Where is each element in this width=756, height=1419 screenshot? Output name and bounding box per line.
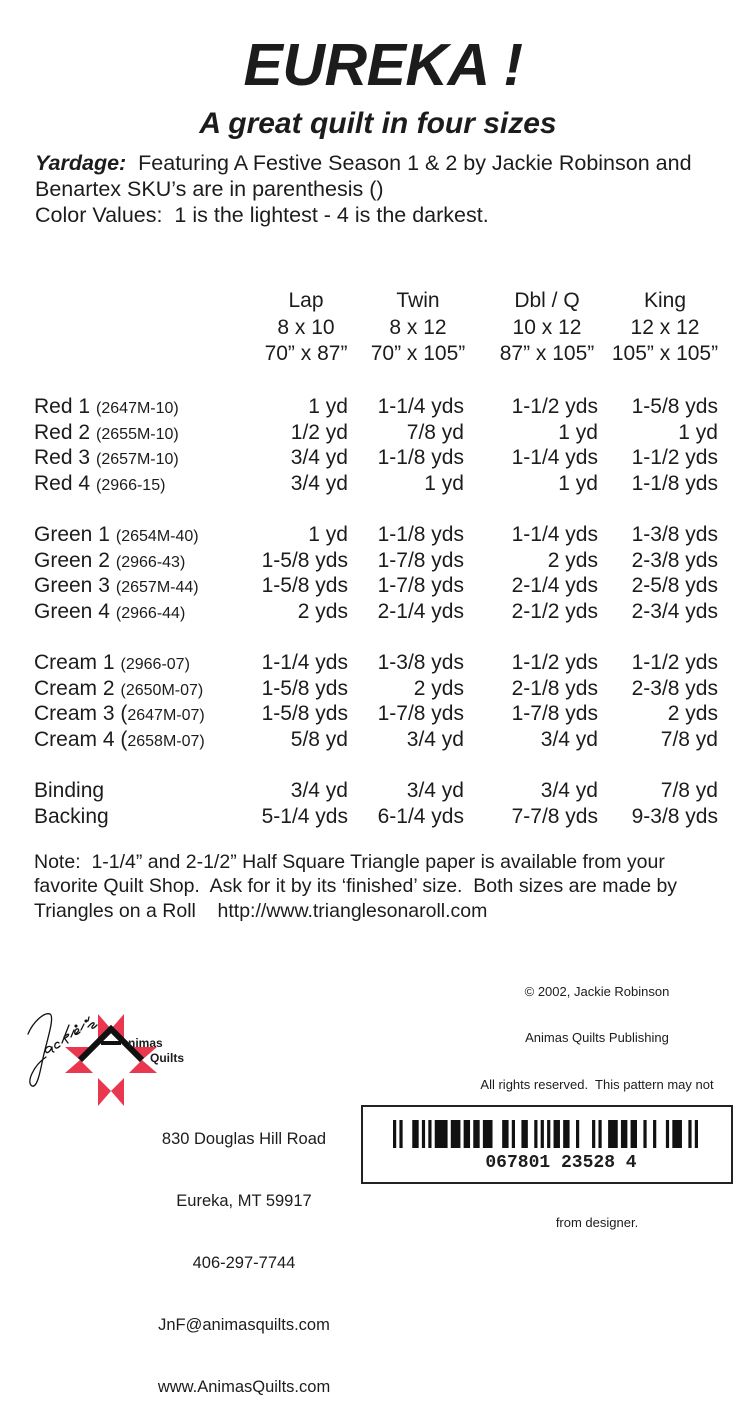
city-line: Eureka, MT 59917 xyxy=(176,1192,312,1211)
yardage-value: 1 yd xyxy=(424,472,464,495)
fabric-sku: (2654M-40) xyxy=(115,528,199,546)
fabric-name: Cream 1 xyxy=(34,651,115,675)
barcode-bar xyxy=(483,1120,493,1148)
size-blocks-header: 12 x 12 xyxy=(630,315,700,339)
size-blocks-header: 8 x 12 xyxy=(389,315,447,339)
star-point xyxy=(98,1078,111,1106)
fabric-label xyxy=(34,701,205,729)
yardage-row xyxy=(0,394,756,420)
yardage-value: 2-3/8 yds xyxy=(631,548,718,572)
barcode-bar xyxy=(422,1120,425,1148)
yardage-value: 2-3/8 yds xyxy=(631,676,718,700)
fabric-name: Green 2 xyxy=(34,548,110,572)
yardage-value: 6-1/4 yds xyxy=(377,804,464,828)
yardage-value: 1 yd xyxy=(558,420,598,444)
size-blocks-header: 8 x 10 xyxy=(277,315,335,339)
yardage-value: 2-1/8 yds xyxy=(511,676,598,700)
note-line: Note: 1-1/4” and 2-1/2” Half Square Triangle paper is available from your xyxy=(34,850,665,873)
yardage-value: 1-1/2 yds xyxy=(631,651,718,675)
yardage-value: 1-1/2 yds xyxy=(511,651,598,675)
fabric-name: Cream 3 ( xyxy=(34,702,128,726)
yardage-value: 1/2 yd xyxy=(290,420,348,444)
yardage-value: 1-5/8 yds xyxy=(261,548,348,572)
color-values-note: Color Values: 1 is the lightest - 4 is the darkest. xyxy=(35,203,489,227)
barcode-bar xyxy=(608,1120,618,1148)
size-name-header: Dbl / Q xyxy=(514,289,580,312)
yardage-value: 3/4 yd xyxy=(406,728,464,751)
yardage-value: 3/4 yd xyxy=(406,779,464,803)
yardage-value: 2-3/4 yds xyxy=(631,600,718,623)
copyright-line: © 2002, Jackie Robinson xyxy=(524,984,670,1000)
fabric-label xyxy=(34,471,165,499)
yardage-intro-line xyxy=(35,150,692,176)
yardage-intro-text: Featuring A Festive Season 1 & 2 by Jackie Robinson and xyxy=(126,151,692,175)
yardage-row xyxy=(0,599,756,625)
yardage-row xyxy=(0,445,756,471)
yardage-value: 1-7/8 yds xyxy=(511,702,598,726)
barcode-bar xyxy=(393,1120,396,1148)
fabric-label xyxy=(34,548,185,576)
size-name-header: Twin xyxy=(396,289,440,312)
yardage-value: 2 yds xyxy=(547,548,598,572)
yardage-value: 1-5/8 yds xyxy=(261,574,348,598)
barcode-bar xyxy=(541,1120,544,1148)
yardage-value: 1-5/8 yds xyxy=(261,702,348,726)
fabric-name: Cream 2 xyxy=(34,676,115,700)
fabric-sku: (2647M-10) xyxy=(96,400,179,418)
yardage-value: 5-1/4 yds xyxy=(261,804,348,828)
yardage-value: 3/4 yd xyxy=(290,472,348,495)
yardage-value: 1 yd xyxy=(308,395,348,419)
yardage-row xyxy=(0,548,756,574)
yardage-row xyxy=(0,650,756,676)
barcode-bar xyxy=(534,1120,537,1148)
barcode-number: 067801 23528 4 xyxy=(485,1153,637,1173)
barcode-bar xyxy=(547,1120,550,1148)
yardage-row xyxy=(0,701,756,727)
yardage-value: 2-1/4 yds xyxy=(377,600,464,623)
barcode-bar xyxy=(473,1120,479,1148)
yardage-row xyxy=(0,676,756,702)
fabric-name: Backing xyxy=(34,804,109,828)
yardage-value: 1-1/4 yds xyxy=(261,651,348,675)
yardage-value: 1 yd xyxy=(678,420,718,444)
yardage-value: 1-3/8 yds xyxy=(377,651,464,675)
yardage-value: 9-3/8 yds xyxy=(631,804,718,828)
barcode-bar xyxy=(653,1120,656,1148)
barcode-bar xyxy=(521,1120,527,1148)
barcode-bar xyxy=(598,1120,601,1148)
fabric-sku: (2966-43) xyxy=(115,553,186,571)
address-line: 830 Douglas Hill Road xyxy=(161,1130,327,1149)
yardage-value: 2 yds xyxy=(413,676,464,700)
fabric-label xyxy=(34,420,179,448)
sku-note: Benartex SKU’s are in parenthesis () xyxy=(35,177,384,201)
fabric-label xyxy=(34,445,179,473)
fabric-name: Red 1 xyxy=(34,395,91,419)
fabric-name: Green 3 xyxy=(34,574,110,598)
size-name-header: King xyxy=(643,289,687,312)
barcode-bar xyxy=(512,1120,515,1148)
yardage-value: 1 yd xyxy=(558,472,598,495)
fabric-name: Green 4 xyxy=(34,600,110,623)
fabric-name: Cream 4 ( xyxy=(34,728,128,751)
yardage-value: 1-1/4 yds xyxy=(377,395,464,419)
fabric-sku: (2655M-10) xyxy=(96,425,179,443)
fabric-name: Binding xyxy=(34,779,105,803)
fabric-name: Green 1 xyxy=(34,523,110,547)
yardage-value: 3/4 yd xyxy=(540,728,598,751)
barcode-bar xyxy=(428,1120,431,1148)
page-subtitle: A great quilt in four sizes xyxy=(199,107,557,140)
yardage-value: 1-5/8 yds xyxy=(631,395,718,419)
yardage-value: 3/4 yd xyxy=(290,446,348,470)
yardage-value: 7-7/8 yds xyxy=(511,804,598,828)
copyright-line: All rights reserved. This pattern may not xyxy=(480,1076,714,1092)
barcode-bar xyxy=(688,1120,691,1148)
copyright-block xyxy=(461,953,733,1246)
yardage-row xyxy=(0,420,756,446)
barcode-bar xyxy=(435,1120,448,1148)
yardage-value: 3/4 yd xyxy=(540,779,598,803)
barcode-bar xyxy=(412,1120,418,1148)
yardage-value: 2-5/8 yds xyxy=(631,574,718,598)
yardage-value: 7/8 yd xyxy=(660,728,718,751)
star-point xyxy=(65,1060,93,1073)
note-line: Triangles on a Roll http://www.trianglesonaroll.com xyxy=(34,899,488,922)
yardage-value: 7/8 yd xyxy=(660,779,718,803)
contact-block xyxy=(129,1088,359,1419)
star-point xyxy=(111,1078,124,1106)
fabric-label xyxy=(34,394,179,422)
fabric-label xyxy=(34,650,190,678)
fabric-label xyxy=(34,727,205,755)
barcode-box xyxy=(361,1105,733,1184)
barcode-bar xyxy=(695,1120,698,1148)
note-line: favorite Quilt Shop. Ask for it by its ‘finished’ size. Both sizes are made by xyxy=(34,875,678,898)
fabric-label xyxy=(34,522,199,550)
fabric-sku: (2657M-44) xyxy=(115,579,199,597)
yardage-value: 3/4 yd xyxy=(290,779,348,803)
fabric-label xyxy=(34,676,203,704)
barcode-bar xyxy=(502,1120,508,1148)
yardage-value: 2 yds xyxy=(667,702,718,726)
size-dimensions-header: 87” x 105” xyxy=(499,342,595,365)
page-title: EUREKA ! xyxy=(243,32,523,98)
yardage-value: 1 yd xyxy=(308,523,348,547)
barcode-bar xyxy=(451,1120,461,1148)
yardage-value: 2-1/2 yds xyxy=(511,600,598,623)
barcode-bar xyxy=(563,1120,569,1148)
logo-word-animas: nimas xyxy=(128,1036,163,1050)
fabric-sku: 2658M-07) xyxy=(127,733,205,750)
yardage-value: 1-1/4 yds xyxy=(511,523,598,547)
yardage-value: 1-1/2 yds xyxy=(511,395,598,419)
copyright-line: from designer. xyxy=(555,1215,639,1231)
yardage-value: 1-1/4 yds xyxy=(511,446,598,470)
yardage-label: Yardage: xyxy=(35,151,127,175)
fabric-sku: (2650M-07) xyxy=(120,681,204,699)
barcode-bar xyxy=(621,1120,627,1148)
yardage-value: 7/8 yd xyxy=(406,420,464,444)
yardage-row xyxy=(0,471,756,497)
size-blocks-header: 10 x 12 xyxy=(512,315,582,339)
fabric-sku: 2647M-07) xyxy=(127,707,205,725)
email-link[interactable]: JnF@animasquilts.com xyxy=(158,1316,330,1335)
website-link[interactable]: www.AnimasQuilts.com xyxy=(157,1378,331,1397)
yardage-value: 5/8 yd xyxy=(290,728,348,751)
yardage-row xyxy=(0,804,756,830)
barcode-bar xyxy=(631,1120,637,1148)
fabric-label xyxy=(34,599,185,627)
size-name-header: Lap xyxy=(288,289,324,312)
yardage-value: 2 yds xyxy=(297,600,348,623)
yardage-value: 1-1/8 yds xyxy=(377,523,464,547)
yardage-row xyxy=(0,778,756,804)
yardage-value: 1-7/8 yds xyxy=(377,702,464,726)
fabric-label xyxy=(34,804,109,830)
size-dimensions-header: 105” x 105” xyxy=(611,342,719,365)
barcode-bar xyxy=(554,1120,560,1148)
yardage-row xyxy=(0,727,756,753)
yardage-value: 1-7/8 yds xyxy=(377,548,464,572)
yardage-value: 1-1/8 yds xyxy=(631,472,718,495)
barcode-bar xyxy=(464,1120,470,1148)
fabric-label xyxy=(34,778,104,804)
fabric-label xyxy=(34,573,199,601)
fabric-sku: (2966-15) xyxy=(96,477,166,494)
yardage-value: 2-1/4 yds xyxy=(511,574,598,598)
size-dimensions-header: 70” x 105” xyxy=(370,342,466,365)
fabric-name: Red 3 xyxy=(34,446,91,470)
barcode-bar xyxy=(592,1120,595,1148)
barcode-bar xyxy=(643,1120,646,1148)
fabric-name: Red 2 xyxy=(34,420,91,444)
logo-word-quilts: Quilts xyxy=(150,1051,185,1065)
yardage-row xyxy=(0,573,756,599)
barcode-bar xyxy=(666,1120,669,1148)
barcode-bar xyxy=(672,1120,682,1148)
fabric-sku: (2966-44) xyxy=(115,605,186,622)
yardage-value: 1-1/2 yds xyxy=(631,446,718,470)
yardage-value: 1-5/8 yds xyxy=(261,676,348,700)
copyright-line: Animas Quilts Publishing xyxy=(525,1030,669,1046)
barcode-bar xyxy=(399,1120,402,1148)
fabric-name: Red 4 xyxy=(34,472,91,495)
fabric-sku: (2657M-10) xyxy=(96,451,179,469)
yardage-value: 1-7/8 yds xyxy=(377,574,464,598)
phone: 406-297-7744 xyxy=(192,1254,296,1273)
yardage-value: 1-1/8 yds xyxy=(377,446,464,470)
size-dimensions-header: 70” x 87” xyxy=(264,342,348,365)
fabric-sku: (2966-07) xyxy=(120,656,190,674)
barcode-bar xyxy=(576,1120,579,1148)
yardage-row xyxy=(0,522,756,548)
yardage-value: 1-3/8 yds xyxy=(631,523,718,547)
